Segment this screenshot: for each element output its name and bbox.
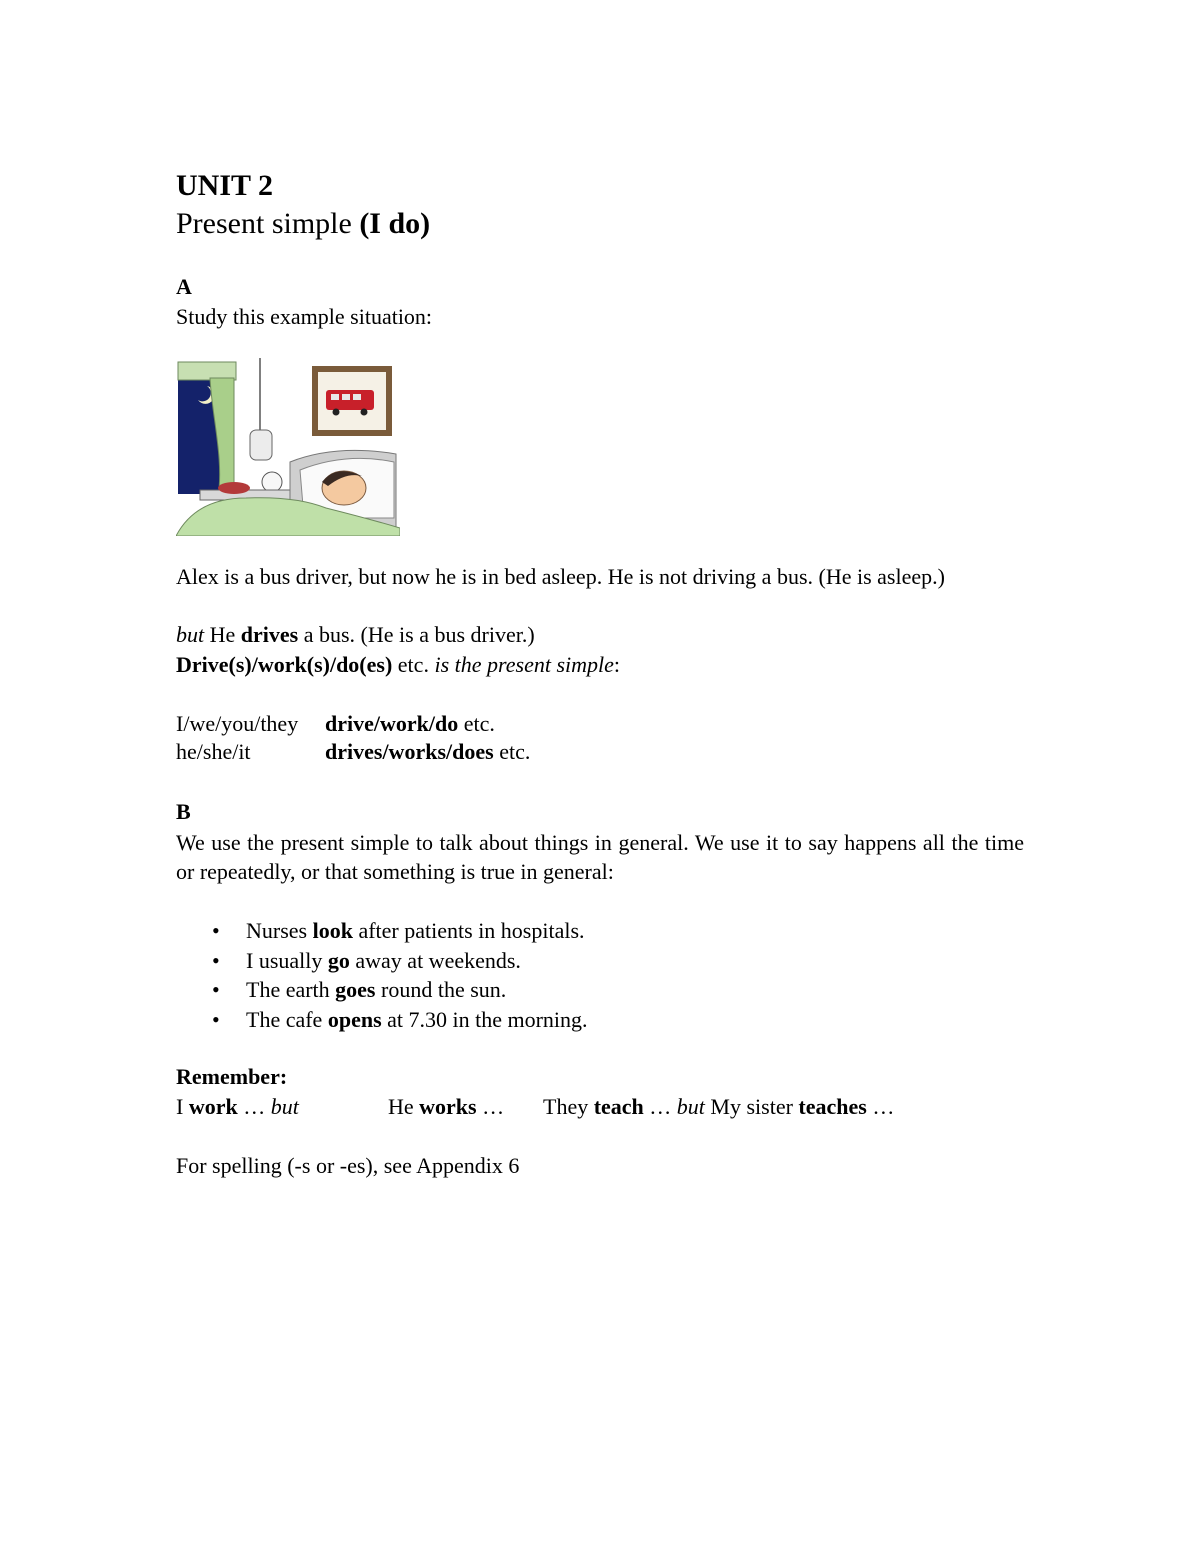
example-list	[176, 916, 588, 1034]
spelling-note: For spelling (-s or -es), see Appendix 6	[176, 1153, 520, 1178]
lamp-icon	[250, 430, 272, 460]
but-drives-line: but He drives a bus. (He is a bus driver.)	[176, 622, 535, 647]
curtain-top	[178, 362, 236, 380]
unit-number: UNIT 2	[176, 169, 273, 202]
title-text: Present simple	[176, 207, 360, 240]
list-item: • The cafe opens at 7.30 in the morning.	[176, 1005, 588, 1035]
page-title	[176, 206, 430, 242]
conjugation-row: I/we/you/they drive/work/do etc.	[176, 711, 495, 736]
remember-heading: Remember:	[176, 1064, 288, 1089]
section-a-paragraph: Alex is a bus driver, but now he is in bed asleep. He is not driving a bus. (He is asleep.)	[176, 564, 945, 589]
list-item: • Nurses look after patients in hospitals.	[176, 916, 588, 946]
alarm-clock-icon	[262, 472, 282, 492]
conjugation-row: he/she/it drives/works/does etc.	[176, 739, 531, 764]
sleeping-bus-driver-illustration	[176, 358, 400, 536]
present-simple-forms-line: Drive(s)/work(s)/do(es) etc. is the present simple:	[176, 652, 621, 677]
section-b-heading: B	[176, 799, 191, 824]
list-item: • The earth goes round the sun.	[176, 975, 588, 1005]
driver-cap-icon	[218, 482, 250, 494]
section-b-paragraph: We use the present simple to talk about things in general. We use it to say happens all the time or repeatedly, or that something is true in general:	[176, 830, 1024, 884]
list-item: • I usually go away at weekends.	[176, 946, 588, 976]
title-bold-text: (I do)	[359, 207, 431, 240]
section-a-heading: A	[176, 274, 192, 299]
remember-line: I work … but He works … They teach … but My sister teaches …	[176, 1094, 895, 1119]
section-a-intro: Study this example situation:	[176, 304, 433, 329]
